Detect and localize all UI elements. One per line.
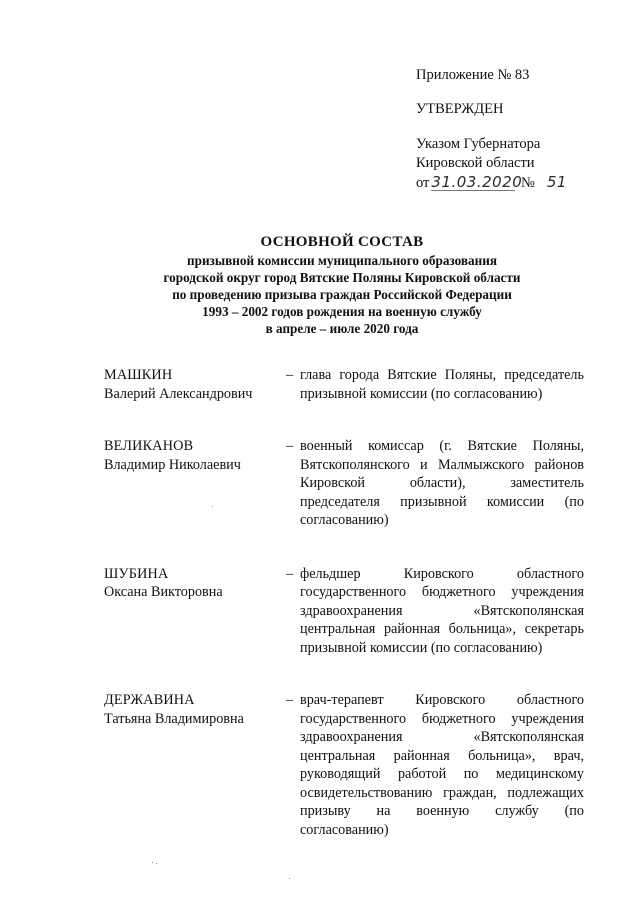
member-entry	[104, 366, 584, 403]
member-name	[104, 366, 286, 403]
decree-line-1: Указом Губернатора	[416, 136, 541, 152]
member-given-name: Валерий Александрович	[104, 385, 253, 402]
member-surname: ДЕРЖАВИНА	[104, 692, 195, 708]
commission-members-list	[104, 366, 584, 839]
member-role: глава города Вятские Поляны, председатель призывной комиссии (по согласованию)	[300, 367, 584, 402]
member-name	[104, 437, 286, 530]
member-entry	[104, 437, 584, 530]
document-title: ОСНОВНОЙ СОСТАВ	[260, 234, 424, 250]
scan-speck	[212, 506, 213, 507]
scan-speck	[156, 863, 157, 864]
member-role: военный комиссар (г. Вятские Поляны, Вятскополянского и Малмыжского районов Кировской области), заместитель председателя призывной комиссии (по согласованию)	[300, 438, 584, 528]
approval-block	[416, 66, 626, 193]
heading-line-3: по проведению призыва граждан Российской Федерации	[172, 287, 512, 302]
member-dash: –	[286, 367, 294, 383]
member-given-name: Оксана Викторовна	[104, 584, 223, 600]
member-dash: –	[286, 565, 294, 582]
scan-speck	[289, 878, 290, 879]
document-heading	[100, 233, 584, 337]
member-entry	[104, 691, 584, 839]
heading-line-1: призывной комиссии муниципального образования	[187, 253, 497, 268]
member-role: врач-терапевт Кировского областного государственного бюджетного учреждения здравоохранения «Вятскополянская центральная районная больница», врач, руководящий работой по медицинскому освидетельствованию граждан, подлежащих призыву на военную службу (по согласованию)	[300, 692, 584, 838]
member-role: фельдшер Кировского областного государственного бюджетного учреждения здравоохранения «Вятскополянская центральная районная больница», секретарь призывной комиссии (по согласованию)	[300, 565, 584, 656]
member-dash: –	[286, 692, 294, 708]
from-label: от	[416, 175, 430, 191]
heading-line-2: городской округ город Вятские Поляны Кировской области	[163, 270, 521, 285]
heading-line-5: в апреле – июле 2020 года	[265, 321, 419, 336]
member-given-name: Владимир Николаевич	[104, 456, 241, 473]
member-name	[104, 565, 286, 658]
appendix-number: Приложение № 83	[416, 67, 530, 83]
member-entry	[104, 565, 584, 658]
heading-line-4: 1993 – 2002 годов рождения на военную службу	[202, 304, 482, 319]
handwritten-number: 51	[546, 173, 567, 191]
member-dash: –	[286, 438, 294, 454]
number-label: №	[521, 175, 535, 191]
approved-label: УТВЕРЖДЕН	[416, 101, 504, 117]
member-surname: ВЕЛИКАНОВ	[104, 438, 194, 454]
decree-date-line	[416, 173, 626, 193]
decree-line-2: Кировской области	[416, 155, 535, 171]
handwritten-date: 31.03.2020	[431, 173, 523, 191]
scan-speck	[152, 862, 153, 863]
member-given-name: Татьяна Владимировна	[104, 710, 244, 727]
member-surname: ШУБИНА	[104, 565, 169, 582]
member-name	[104, 691, 286, 839]
member-surname: МАШКИН	[104, 367, 173, 383]
